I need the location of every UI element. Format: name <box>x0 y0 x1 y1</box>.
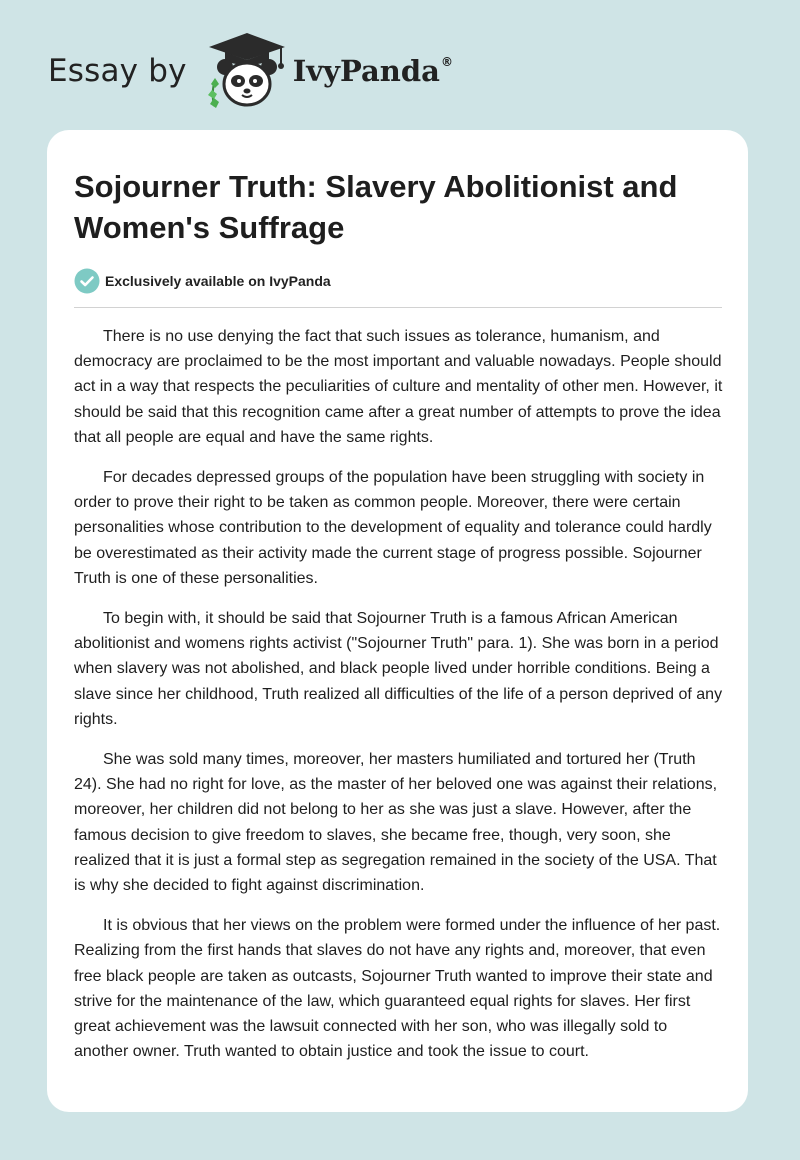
exclusive-text: Exclusively available on IvyPanda <box>105 273 331 289</box>
check-circle-icon <box>74 268 100 294</box>
ivy-leaf-top <box>211 78 219 88</box>
graduation-cap-top <box>209 33 285 60</box>
panda-logo-icon[interactable] <box>203 30 291 110</box>
essay-card <box>47 130 748 1112</box>
brand-name-text: IvyPanda <box>292 54 440 88</box>
exclusive-badge <box>74 268 722 294</box>
paragraph: To begin with, it should be said that Sojourner Truth is a famous African American abolitionist and womens rights activist ("Sojourner Truth" para. 1). She was born in a period when slavery was not abolished, and black people lived under horrible conditions. Being a slave since her childhood, Truth realized all difficulties of the life of a person deprived of any rights. <box>74 610 723 728</box>
registered-mark: ® <box>440 55 453 70</box>
panda-right-eye <box>253 79 257 83</box>
ivy-leaf-bottom <box>210 98 219 108</box>
panda-left-eye <box>237 79 241 83</box>
brand-prefix: Essay by <box>48 53 187 89</box>
panda-nose <box>243 89 250 94</box>
divider <box>74 307 722 308</box>
site-header <box>48 30 453 110</box>
paragraph: It is obvious that her views on the problem were formed under the influence of her past. Realizing from the first hands that slaves do not have any rights and, moreover, that even free black people are taken as outcasts, Sojourner Truth wanted to improve their state and strive for the maintenance of the law, which guaranteed equal rights for slaves. Her first great achievement was the lawsuit connected with her son, who was illegally sold to another owner. Truth wanted to obtain justice and took the issue to court. <box>74 917 721 1061</box>
page-title: Sojourner Truth: Slavery Abolitionist and Women's Suffrage <box>74 169 678 245</box>
brand-name[interactable] <box>293 54 453 88</box>
paragraph: She was sold many times, moreover, her masters humiliated and tortured her (Truth 24). She had no right for love, as the master of her beloved one was against their relations, moreover, her children did not belong to her as she was just a slave. However, after the famous decision to give freedom to slaves, she became free, though, very soon, she realized that it is just a formal step as segregation remained in the society of the USA. That is why she decided to fight against discrimination. <box>74 751 718 895</box>
ivy-leaf-middle <box>208 90 217 99</box>
paragraph: There is no use denying the fact that such issues as tolerance, humanism, and democracy are proclaimed to be the most important and valuable nowadays. People should act in a way that respects the peculiarities of culture and mentality of other men. However, it should be said that this recognition came after a great number of attempts to prove the idea that all people are equal and have the same rights. <box>74 328 723 446</box>
panda-head <box>224 63 270 105</box>
paragraph: For decades depressed groups of the population have been struggling with society in order to prove their right to be taken as common people. Moreover, there were certain personalities whose contribution to the development of equality and tolerance could hardly be overestimated as their activity made the current stage of progress possible. Sojourner Truth is one of these personalities. <box>74 469 712 587</box>
graduation-cap-tassel <box>278 63 284 69</box>
essay-body <box>74 324 722 1064</box>
